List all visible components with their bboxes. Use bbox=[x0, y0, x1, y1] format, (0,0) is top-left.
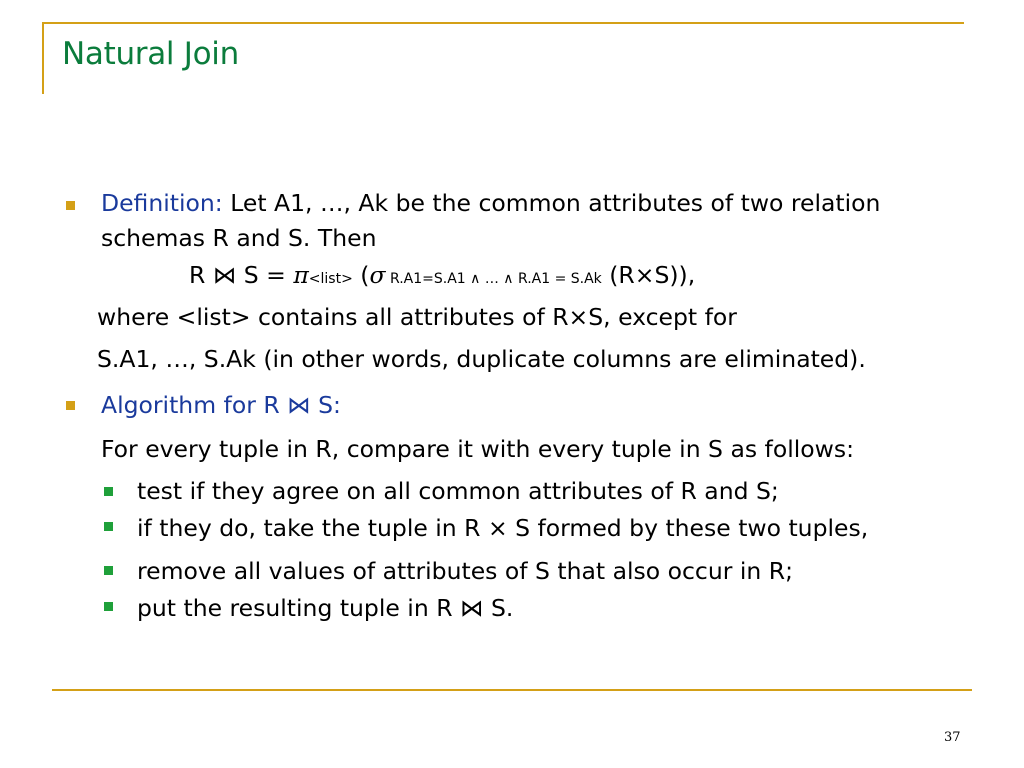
selection-condition: R.A1=S.A1 ∧ … ∧ R.A1 = S.Ak bbox=[385, 271, 602, 287]
definition-text-1: Let A1, …, Ak be the common attributes of two relation bbox=[222, 189, 881, 217]
formula-open-paren: ( bbox=[352, 261, 370, 289]
algorithm-join-symbol: ⋈ bbox=[287, 391, 311, 419]
bullet-definition bbox=[66, 201, 75, 210]
algorithm-label-prefix: Algorithm for R bbox=[101, 391, 288, 419]
natural-join-formula bbox=[189, 261, 696, 289]
bullet-algorithm bbox=[66, 401, 75, 410]
formula-rest: (R×S)), bbox=[601, 261, 696, 289]
footer-rule bbox=[52, 689, 972, 691]
page-number: 37 bbox=[944, 730, 961, 745]
definition-line-4: where <list> contains all attributes of R×S, except for bbox=[97, 303, 737, 331]
definition-line-1 bbox=[101, 189, 881, 217]
sigma-symbol: σ bbox=[369, 261, 386, 289]
bullet-step-2 bbox=[104, 522, 113, 531]
formula-r: R bbox=[189, 261, 213, 289]
formula-s-equals: S = bbox=[236, 261, 294, 289]
definition-line-2: schemas R and S. Then bbox=[101, 224, 377, 252]
algorithm-intro: For every tuple in R, compare it with every tuple in S as follows: bbox=[101, 435, 855, 463]
algorithm-label-suffix: S: bbox=[310, 391, 341, 419]
algorithm-step-2: if they do, take the tuple in R × S formed by these two tuples, bbox=[137, 514, 869, 542]
pi-symbol: π bbox=[293, 261, 309, 289]
algorithm-heading bbox=[101, 391, 341, 419]
definition-label: Definition: bbox=[101, 189, 223, 217]
algorithm-step-1: test if they agree on all common attributes of R and S; bbox=[137, 477, 779, 505]
title-accent-horizontal-rule bbox=[42, 22, 964, 24]
join-symbol: ⋈ bbox=[212, 261, 237, 289]
bullet-step-1 bbox=[104, 487, 113, 496]
title-accent-vertical-rule bbox=[42, 22, 44, 94]
algorithm-step-3: remove all values of attributes of S that also occur in R; bbox=[137, 557, 793, 585]
algorithm-step-4: put the resulting tuple in R ⋈ S. bbox=[137, 594, 514, 622]
bullet-step-3 bbox=[104, 566, 113, 575]
bullet-step-4 bbox=[104, 602, 113, 611]
slide-title: Natural Join bbox=[62, 36, 239, 72]
list-subscript: <list> bbox=[308, 271, 353, 287]
definition-line-5: S.A1, …, S.Ak (in other words, duplicate columns are eliminated). bbox=[97, 345, 866, 373]
